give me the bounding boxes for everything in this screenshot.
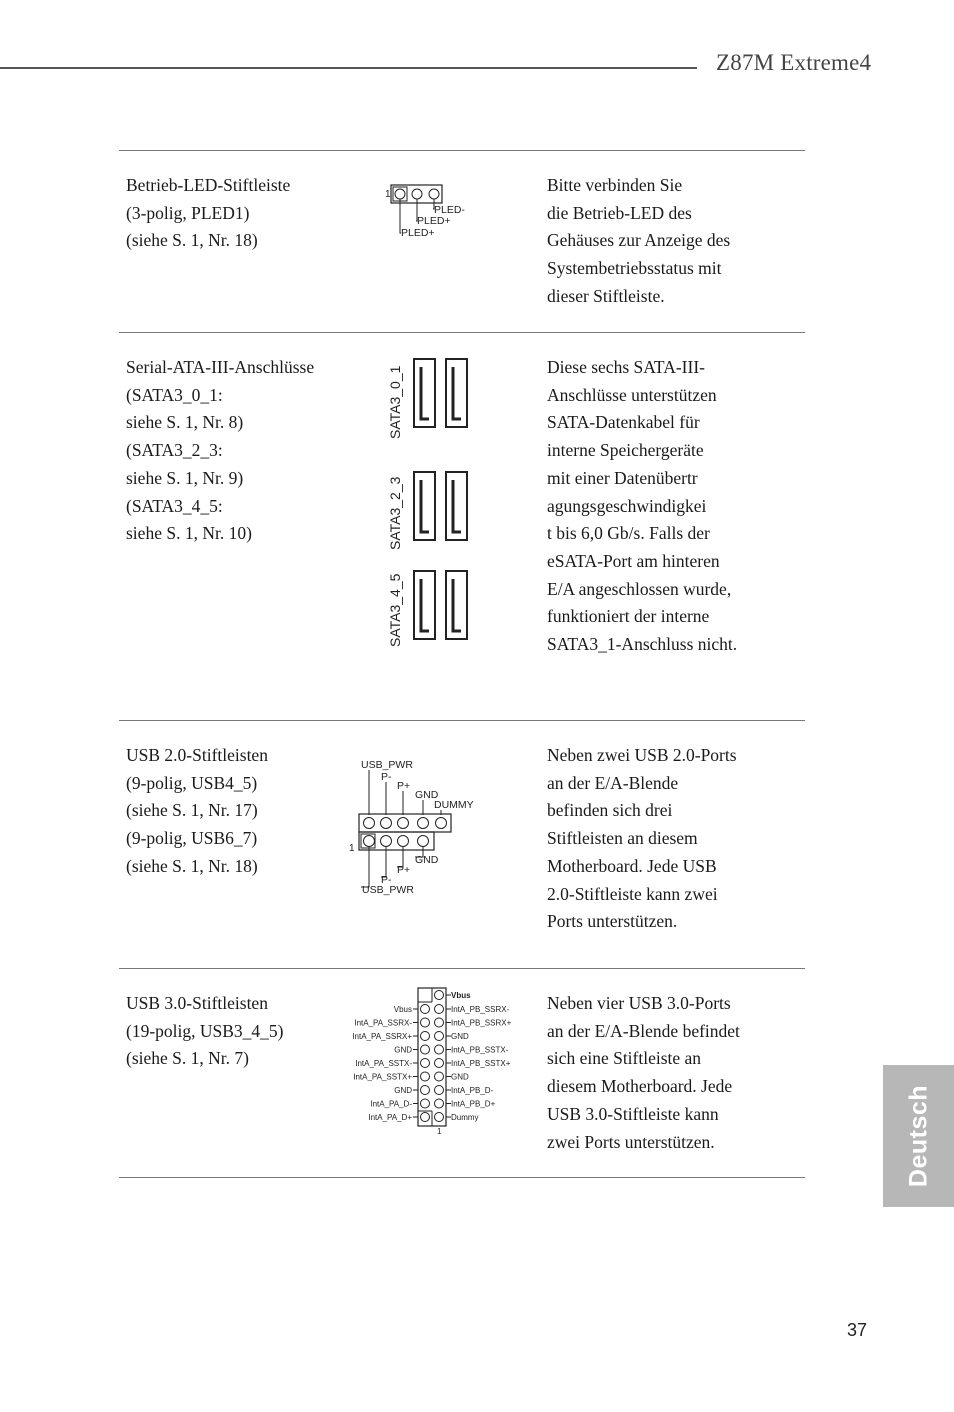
connector-label: SATA3_2_3 xyxy=(387,476,403,550)
text-line: (siehe S. 1, Nr. 18) xyxy=(126,230,258,251)
text-line: die Betrieb-LED des xyxy=(547,202,692,223)
language-side-tab xyxy=(883,1065,954,1207)
text-line: siehe S. 1, Nr. 8) xyxy=(126,412,244,433)
text-line: USB 2.0-Stiftleisten xyxy=(126,745,268,765)
pin-1-label: 1 xyxy=(349,843,355,854)
text-line: agungsgeschwindigkei xyxy=(547,495,707,516)
pin-label: IntA_PB_SSRX- xyxy=(451,1005,510,1014)
pin-label: IntA_PB_D- xyxy=(451,1086,494,1095)
pin-label: USB_PWR xyxy=(361,759,413,771)
text-line: Diese sechs SATA-III- xyxy=(547,357,705,377)
sata-description-right xyxy=(547,354,737,659)
pin-1-label: 1 xyxy=(437,1127,442,1136)
pin-label: IntA_PA_D+ xyxy=(368,1113,412,1122)
pin-label: Vbus xyxy=(393,1005,412,1014)
sata-connector-pair-4-5 xyxy=(387,571,467,647)
text-line: an der E/A-Blende xyxy=(547,772,679,793)
sata-connector-pair-2-3 xyxy=(387,472,467,550)
language-tab-label: Deutsch xyxy=(904,1084,932,1188)
pin-label: GND xyxy=(415,789,439,801)
pin-label: USB_PWR xyxy=(362,884,414,896)
text-line: mit einer Datenübertr xyxy=(547,467,698,488)
text-line: Bitte verbinden Sie xyxy=(547,175,683,195)
text-line: (SATA3_0_1: xyxy=(126,384,223,405)
text-line: (siehe S. 1, Nr. 7) xyxy=(126,1048,249,1069)
sata-connectors-diagram xyxy=(378,355,478,650)
pin-label: IntA_PA_SSTX- xyxy=(355,1059,412,1068)
text-line: Gehäuses zur Anzeige des xyxy=(547,230,731,251)
text-line: zwei Ports unterstützen. xyxy=(547,1131,715,1152)
text-line: SATA-Datenkabel für xyxy=(547,412,700,433)
pin-label: IntA_PA_D- xyxy=(370,1099,412,1109)
usb2-header-diagram xyxy=(345,755,485,900)
text-line: (9-polig, USB6_7) xyxy=(126,828,258,849)
connector-label: SATA3_0_1 xyxy=(387,365,403,439)
section-divider xyxy=(119,150,805,151)
usb2-description-right xyxy=(547,742,737,936)
pin-label: GND xyxy=(451,1032,469,1041)
text-line: befinden sich drei xyxy=(547,800,673,821)
text-line: Motherboard. Jede USB xyxy=(547,855,717,876)
text-line: Betrieb-LED-Stiftleiste xyxy=(126,175,291,195)
text-line: (siehe S. 1, Nr. 17) xyxy=(126,800,258,821)
pled-header-diagram xyxy=(380,178,490,242)
pin-label: IntA_PA_SSRX- xyxy=(354,1018,412,1028)
text-line: (SATA3_2_3: xyxy=(126,440,223,461)
section-divider xyxy=(119,1177,805,1178)
usb3-description-right xyxy=(547,990,740,1156)
text-line: SATA3_1-Anschluss nicht. xyxy=(547,634,738,655)
text-line: (SATA3_4_5: xyxy=(126,495,223,516)
pin-label: Dummy xyxy=(451,1113,479,1122)
pin-1-label: 1 xyxy=(385,189,391,200)
page-number: 37 xyxy=(847,1320,868,1340)
usb3-header-diagram xyxy=(340,985,530,1137)
pin-label: P+ xyxy=(397,864,411,876)
text-line: Neben vier USB 3.0-Ports xyxy=(547,993,731,1013)
usb2-description-left xyxy=(126,742,268,881)
pled-description-right xyxy=(547,172,730,311)
text-line: Serial-ATA-III-Anschlüsse xyxy=(126,357,315,377)
pin-label: PLED- xyxy=(434,204,465,216)
text-line: eSATA-Port am hinteren xyxy=(547,550,720,571)
sata-description-left xyxy=(126,354,314,548)
text-line: an der E/A-Blende befindet xyxy=(547,1020,740,1041)
pin-label: DUMMY xyxy=(434,799,474,811)
text-line: Systembetriebsstatus mit xyxy=(547,258,722,279)
text-line: dieser Stiftleiste. xyxy=(547,285,665,306)
text-line: Stiftleisten an diesem xyxy=(547,828,698,849)
text-line: (9-polig, USB4_5) xyxy=(126,772,258,793)
pin-label: IntA_PB_D+ xyxy=(451,1099,496,1109)
text-line: Neben zwei USB 2.0-Ports xyxy=(547,745,737,765)
text-line: diesem Motherboard. Jede xyxy=(547,1076,733,1097)
text-line: siehe S. 1, Nr. 10) xyxy=(126,523,252,544)
pin-label: Vbus xyxy=(451,991,471,1000)
pin-label: GND xyxy=(394,1045,412,1055)
text-line: E/A angeschlossen wurde, xyxy=(547,578,732,599)
pin-label: IntA_PA_SSRX+ xyxy=(352,1032,412,1041)
pin-label: IntA_PA_SSTX+ xyxy=(353,1072,412,1082)
header-rule xyxy=(0,67,697,69)
pin-label: IntA_PB_SSRX+ xyxy=(451,1018,512,1028)
text-line: (19-polig, USB3_4_5) xyxy=(126,1020,284,1041)
text-line: Anschlüsse unterstützen xyxy=(547,384,717,405)
text-line: 2.0-Stiftleiste kann zwei xyxy=(547,883,718,904)
pin-label: GND xyxy=(415,854,439,866)
usb3-description-left xyxy=(126,990,284,1073)
text-line: USB 3.0-Stiftleiste kann xyxy=(547,1103,719,1124)
pin-label: PLED+ xyxy=(401,227,435,239)
pin-label: IntA_PB_SSTX+ xyxy=(451,1059,511,1068)
pin-label: PLED+ xyxy=(417,215,451,227)
sata-connector-pair-0-1 xyxy=(387,359,467,439)
text-line: (siehe S. 1, Nr. 18) xyxy=(126,855,258,876)
text-line: funktioniert der interne xyxy=(547,606,710,627)
section-divider xyxy=(119,332,805,333)
pin-label: GND xyxy=(451,1072,469,1082)
pin-label: IntA_PB_SSTX- xyxy=(451,1045,509,1055)
pin-label: P- xyxy=(381,771,392,783)
text-line: t bis 6,0 Gb/s. Falls der xyxy=(547,523,710,544)
section-divider xyxy=(119,968,805,969)
usb3-pin-rows xyxy=(421,1005,444,1122)
pin-label: GND xyxy=(394,1086,412,1095)
pin-label: P- xyxy=(381,874,392,886)
text-line: siehe S. 1, Nr. 9) xyxy=(126,467,244,488)
text-line: Ports unterstützen. xyxy=(547,911,678,932)
text-line: sich eine Stiftleiste an xyxy=(547,1048,702,1069)
section-divider xyxy=(119,720,805,721)
text-line: (3-polig, PLED1) xyxy=(126,202,250,223)
document-title: Z87M Extreme4 xyxy=(716,50,872,75)
connector-label: SATA3_4_5 xyxy=(387,573,403,647)
text-line: USB 3.0-Stiftleisten xyxy=(126,993,268,1013)
text-line: interne Speichergeräte xyxy=(547,440,704,461)
pin-label: P+ xyxy=(397,780,411,792)
pled-description-left xyxy=(126,172,290,255)
